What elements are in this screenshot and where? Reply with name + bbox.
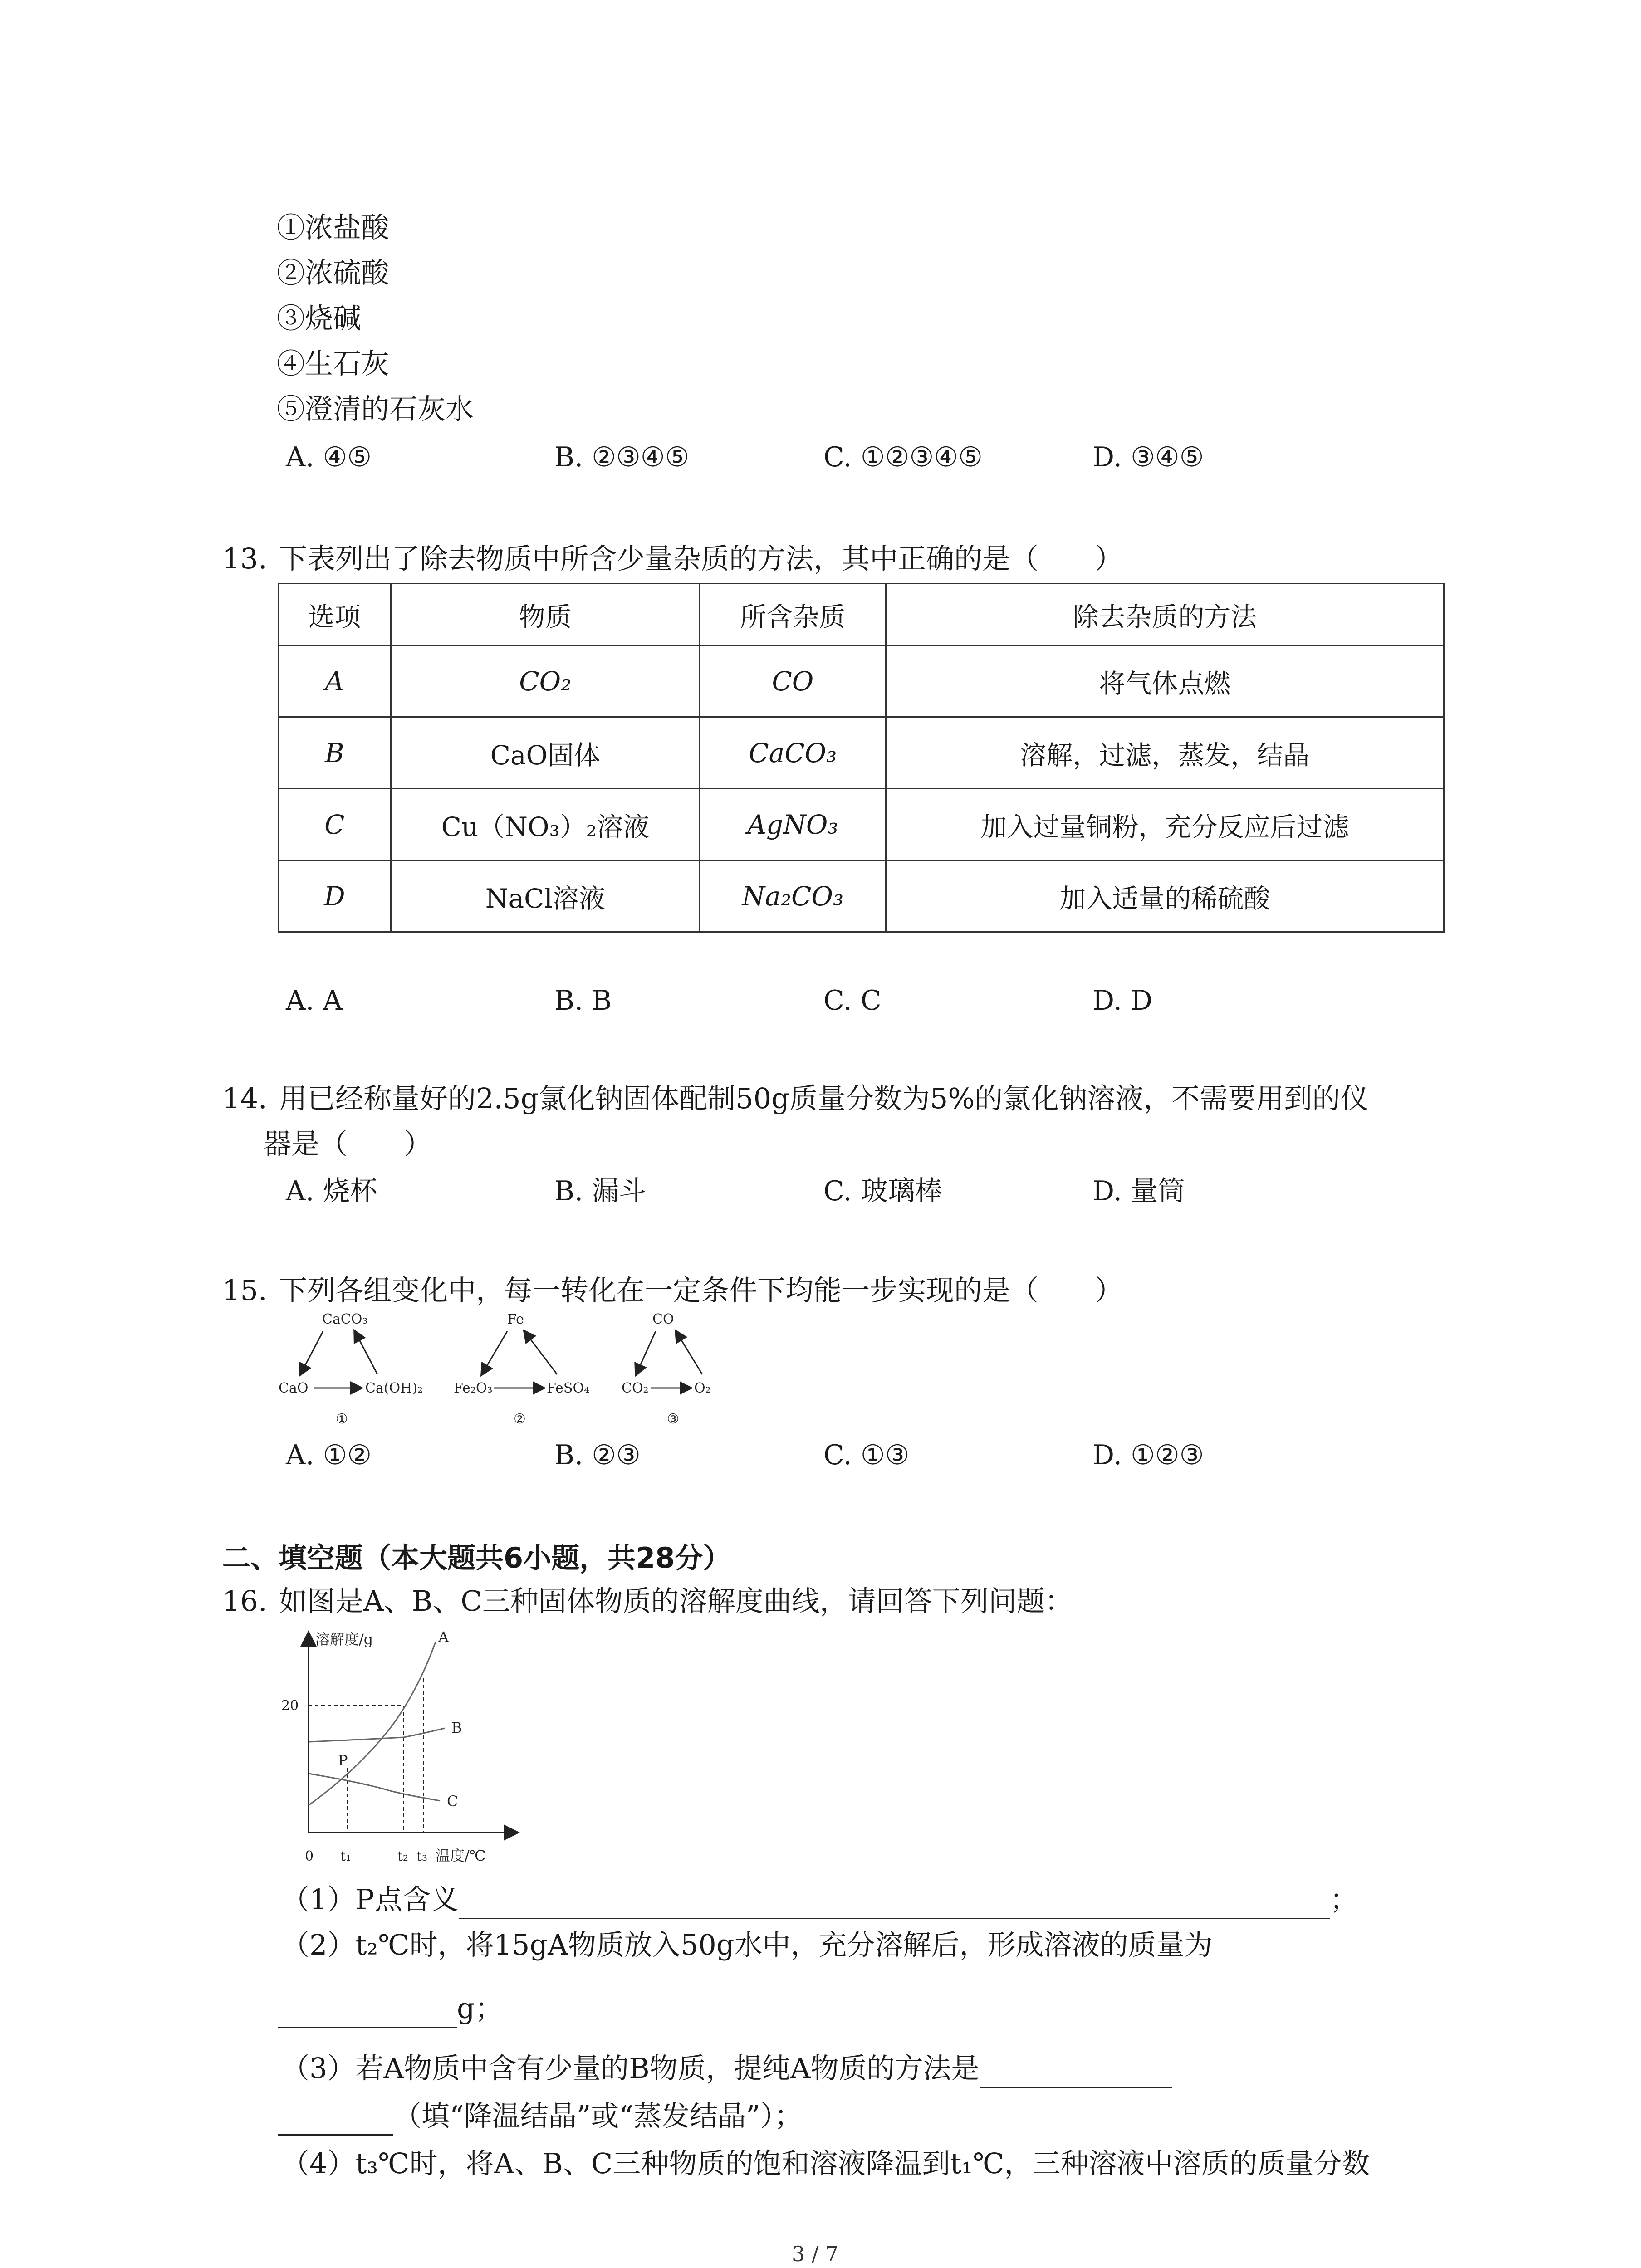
- q14-option-d[interactable]: D. 量筒: [1092, 1175, 1185, 1207]
- q13-option-a[interactable]: A. A: [286, 985, 343, 1017]
- diagram-group-3: [622, 1311, 711, 1427]
- table-cell-substance: Cu（NO₃）₂溶液: [391, 789, 700, 860]
- q15-stem: 下列各组变化中，每一转化在一定条件下均能一步实现的是（ ）: [279, 1274, 1123, 1307]
- table-cell-option: C: [279, 789, 391, 860]
- table-row: [279, 717, 1444, 789]
- table-cell-impurity: CaCO₃: [700, 717, 886, 789]
- g1-top: CaCO₃: [322, 1311, 368, 1327]
- g2-right: FeSO₄: [547, 1380, 590, 1396]
- table-header-cell: 除去杂质的方法: [886, 584, 1444, 645]
- q14-option-b[interactable]: B. 漏斗: [554, 1175, 647, 1207]
- q16-sub3-blank-b[interactable]: [278, 2098, 393, 2136]
- table-cell-impurity: AgNO₃: [700, 789, 886, 860]
- table-cell-method: 加入过量铜粉，充分反应后过滤: [886, 789, 1444, 860]
- table-cell-option: B: [279, 717, 391, 789]
- q13-number: 13.: [222, 542, 267, 575]
- table-row: [279, 860, 1444, 932]
- table-cell-option: A: [279, 645, 391, 717]
- page-number: 3 / 7: [792, 2242, 839, 2266]
- g3-mark: ③: [667, 1411, 679, 1427]
- q15-option-c[interactable]: C. ①③: [823, 1439, 910, 1471]
- x-axis-label: 温度/℃: [436, 1847, 486, 1864]
- table-cell-impurity: CO: [700, 645, 886, 717]
- table-header-cell: 物质: [391, 584, 700, 645]
- q12-option-c[interactable]: C. ①②③④⑤: [823, 441, 983, 473]
- q12-option-d[interactable]: D. ③④⑤: [1092, 441, 1204, 473]
- q15-option-d[interactable]: D. ①②③: [1092, 1439, 1204, 1471]
- q16-sub2-end: g；: [457, 1992, 503, 2025]
- table-cell-substance: CO₂: [391, 645, 700, 717]
- g2-top: Fe: [507, 1311, 524, 1327]
- q15-option-b[interactable]: B. ②③: [554, 1439, 641, 1471]
- g3-right: O₂: [694, 1380, 711, 1396]
- q16-sub1-end: ；: [1330, 1883, 1358, 1916]
- q15-number: 15.: [222, 1274, 267, 1307]
- q14-stem-line1: 用已经称量好的2.5g氯化钠固体配制50g质量分数为5%的氯化钠溶液，不需要用到的仪: [279, 1082, 1369, 1115]
- y-axis-label: 溶解度/g: [315, 1631, 373, 1648]
- x-tick-0: 0: [305, 1848, 314, 1864]
- q12-item-2: ②浓硫酸: [277, 256, 390, 289]
- q12-item-4: ④生石灰: [277, 347, 390, 380]
- curve-a: [309, 1642, 436, 1805]
- table-header-row: [279, 584, 1444, 645]
- table-cell-method: 溶解，过滤，蒸发，结晶: [886, 717, 1444, 789]
- table-header-cell: 选项: [279, 584, 391, 645]
- section-title: 二、填空题（本大题共6小题，共28分）: [222, 1541, 731, 1574]
- q15-option-a[interactable]: A. ①②: [286, 1439, 372, 1471]
- curve-label-b: B: [451, 1719, 462, 1736]
- q12-item-3: ③烧碱: [277, 302, 362, 335]
- q16-sub1-text: （1）P点含义: [281, 1883, 459, 1916]
- q14-option-c[interactable]: C. 玻璃棒: [823, 1175, 942, 1207]
- q14-number: 14.: [222, 1082, 267, 1115]
- solubility-chart: [272, 1624, 526, 1869]
- q13-option-b[interactable]: B. B: [554, 985, 612, 1017]
- curve-label-a: A: [438, 1628, 449, 1646]
- q14-option-a[interactable]: A. 烧杯: [286, 1175, 377, 1207]
- q16-sub3-line2-text: （填“降温结晶”或“蒸发结晶”）；: [393, 2099, 803, 2132]
- curve-c: [309, 1774, 440, 1801]
- g3-top: CO: [652, 1311, 674, 1327]
- table-row: [279, 789, 1444, 860]
- diagram-group-2: [454, 1311, 589, 1427]
- g2-left: Fe₂O₃: [454, 1380, 493, 1396]
- table-cell-substance: CaO固体: [391, 717, 700, 789]
- table-cell-method: 加入适量的稀硫酸: [886, 860, 1444, 932]
- x-tick-t3: t₃: [416, 1848, 428, 1864]
- g2-mark: ②: [514, 1411, 526, 1427]
- q16-sub2-answer: [278, 1990, 503, 2028]
- q12-option-a[interactable]: A. ④⑤: [286, 441, 372, 473]
- q16-stem: 如图是A、B、C三种固体物质的溶解度曲线，请回答下列问题：: [279, 1584, 1073, 1618]
- q13-option-d[interactable]: D. D: [1092, 985, 1153, 1017]
- y-tick-20: 20: [281, 1698, 299, 1714]
- diagram-group-1: [279, 1311, 423, 1427]
- g1-mark: ①: [336, 1411, 348, 1427]
- table-row: [279, 645, 1444, 717]
- g3-left: CO₂: [622, 1380, 649, 1396]
- q16-sub3-blank-a[interactable]: [980, 2050, 1172, 2088]
- q16-sub1: [281, 1882, 1358, 1919]
- q13-stem: 下表列出了除去物质中所含少量杂质的方法，其中正确的是（ ）: [279, 542, 1123, 575]
- q16-sub3-text: （3）若A物质中含有少量的B物质，提纯A物质的方法是: [281, 2052, 980, 2085]
- q16-number: 16.: [222, 1584, 267, 1618]
- curve-label-c: C: [447, 1793, 458, 1810]
- g1-right: Ca(OH)₂: [365, 1380, 423, 1396]
- q13-option-c[interactable]: C. C: [823, 985, 882, 1017]
- q16-sub4: （4）t₃℃时，将A、B、C三种物质的饱和溶液降温到t₁℃，三种溶液中溶质的质量分数: [281, 2147, 1370, 2180]
- q16-sub3: [281, 2050, 1172, 2088]
- q12-item-5: ⑤澄清的石灰水: [277, 392, 474, 425]
- table-cell-option: D: [279, 860, 391, 932]
- q12-item-1: ①浓盐酸: [277, 211, 390, 244]
- x-tick-t2: t₂: [397, 1848, 409, 1864]
- q15-conversion-diagram: [272, 1306, 749, 1438]
- x-tick-t1: t₁: [340, 1848, 352, 1864]
- table-cell-impurity: Na₂CO₃: [700, 860, 886, 932]
- curve-b: [309, 1728, 445, 1742]
- q12-option-b[interactable]: B. ②③④⑤: [554, 441, 690, 473]
- q14-stem-line2: 器是（ ）: [263, 1127, 432, 1160]
- q16-sub2-blank[interactable]: [278, 1990, 457, 2028]
- q16-sub3-line2: [278, 2098, 803, 2136]
- q16-sub2: （2）t₂℃时，将15gA物质放入50g水中，充分溶解后，形成溶液的质量为: [281, 1928, 1213, 1961]
- q13-table: [278, 583, 1445, 933]
- q16-sub1-blank[interactable]: [459, 1882, 1330, 1919]
- table-header-cell: 所含杂质: [700, 584, 886, 645]
- g1-left: CaO: [279, 1380, 309, 1396]
- table-cell-method: 将气体点燃: [886, 645, 1444, 717]
- table-cell-substance: NaCl溶液: [391, 860, 700, 932]
- point-label-p: P: [338, 1752, 348, 1769]
